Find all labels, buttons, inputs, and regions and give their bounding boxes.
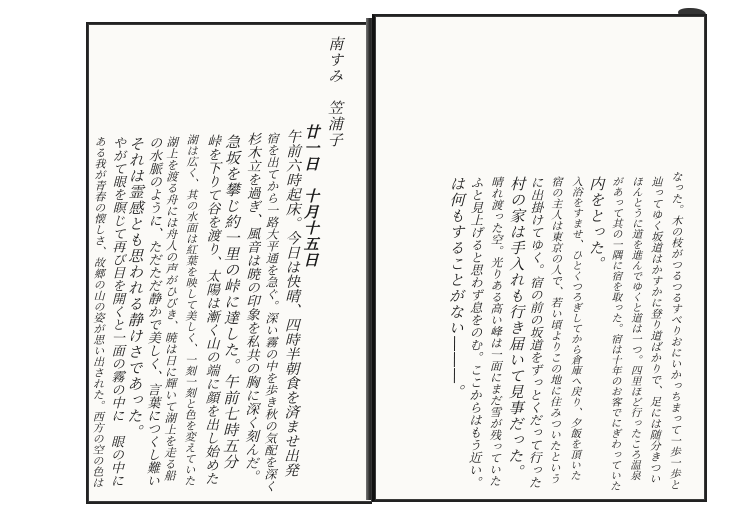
right-column: 村の家は手入れも行き届いて見事だった。	[505, 175, 527, 481]
right-column: に出掛けてゆく。宿の前の坂道をずっとくだって行った	[526, 175, 545, 489]
left-column: やがて眼を瞑じて再び目を開くと一面の霧の中に 眼の中に	[107, 135, 126, 488]
left-column: 湖上を渡る舟には舟人の声がひびき、暁は日に輝いて湖上を走る船	[162, 135, 180, 482]
left-page	[86, 22, 372, 504]
date-heading: 廿一日 十月十五日	[301, 123, 321, 269]
right-column: ほんとうに道を進んでゆくと道は一つ。四里ほど行ったころ温泉	[628, 175, 644, 481]
right-page	[372, 14, 707, 502]
left-column: 峠を下りて谷を渡り、太陽は漸く山の端に顔を出し始めた	[201, 133, 221, 486]
right-column: ふと見上げると思わず息をのむ。ここからはもう近い。	[466, 175, 485, 489]
left-column: 急坂を攀じ約一里の峠に達した。午前七時五分	[220, 133, 242, 471]
right-column: 宿の主人は東京の人で、若い頃よりこの地に住みついたという	[547, 175, 564, 485]
right-column: 辿ってゆく坂道はかすかに登り道ばかりで、足には随分きつい	[647, 175, 664, 485]
left-column: の水脈のように、ただただ静かで美しく、言葉につくし難い	[143, 135, 162, 488]
right-column: 晴れ渡った空。光りある高い峰は一面にまだ雪が残っていた	[487, 175, 505, 487]
left-column: 午前六時起床。今日は快晴、四時半朝食を済ませ出発	[281, 128, 301, 478]
right-column: は何もすることがない―――。	[446, 175, 466, 401]
left-column: 宿を出てから一路大平通を急ぐ。深い霧の中を歩き秋の気配を深く	[262, 131, 280, 493]
right-column: があって其の一隅に宿を取った。宿は十年のお客でにぎわっていた	[608, 175, 624, 492]
left-column: 杉木立を過ぎ、風音は暁の印象を私共の胸に深く刻んだ。	[241, 131, 261, 484]
right-column: 入浴をすませ、ひとくつろぎしてから倉庫へ戻り、夕飯を頂いた	[568, 175, 584, 481]
left-column: それは霊感とも思われる静けさであった。	[124, 135, 146, 441]
right-column: なった。木の枝がつるつるすべりおにいかっちまって一歩一歩と	[667, 170, 684, 491]
left-column: 湖は広く、其の水面は紅葉を映して美しく、一刻一刻と色を変えていた	[182, 133, 199, 487]
left-column: ある我が青春の懐しさ、故郷の山の姿が思い出された。西方の空の色は	[90, 135, 107, 489]
right-column: 内をとった。	[586, 175, 606, 273]
signature: 南すみ 笠浦子	[325, 35, 345, 149]
